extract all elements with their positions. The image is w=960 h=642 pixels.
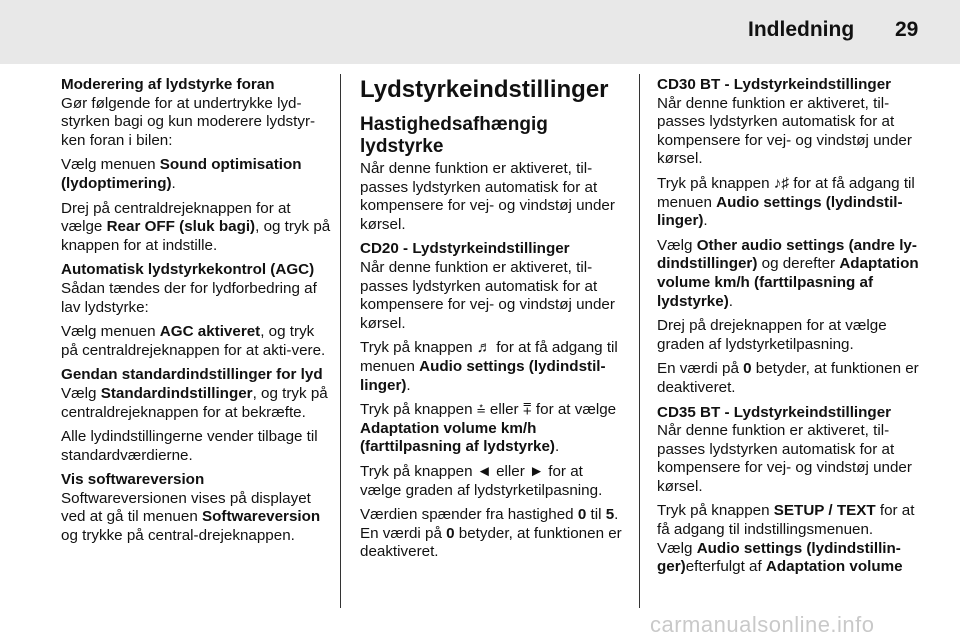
paragraph: Gør følgende for at undertrykke lyd-styrken bagi og kun moderere lydstyr-ken foran i bilen: <box>61 94 316 149</box>
paragraph: Drej på centraldrejeknappen for at vælge Rear OFF (sluk bagi), og tryk på knappen for at indstille. <box>61 199 331 254</box>
menu-term: Softwareversion <box>202 508 321 526</box>
sound-button-icon: ♬ <box>476 339 492 357</box>
paragraph: Tryk på knappen SETUP / TEXT for at få adgang til indstillingsmenuen. <box>657 502 915 539</box>
page-header <box>0 0 960 64</box>
menu-term: Rear OFF (sluk bagi) <box>106 218 256 236</box>
paragraph: Værdien spænder fra hastighed 0 til 5. <box>360 506 619 524</box>
menu-term: Other audio settings (andre ly-dindstillinger) <box>657 236 917 273</box>
paragraph: Vælg Audio settings (lydindstillin-ger)efterfulgt af Adaptation volume <box>657 539 903 576</box>
menu-term: AGC aktiveret <box>159 323 261 341</box>
page-number: 29 <box>895 18 919 41</box>
paragraph: En værdi på 0 betyder, at funktionen er deaktiveret. <box>657 360 919 396</box>
paragraph: Tryk på knappen ♪♯ for at få adgang til menuen Audio settings (lydindstil-linger). <box>657 174 915 230</box>
column-divider <box>340 74 341 608</box>
column-middle <box>360 76 628 568</box>
paragraph: Sådan tændes der for lydforbedring af lav lydstyrke: <box>61 279 317 316</box>
arrow-right-icon: ► <box>528 462 545 480</box>
section-heading: Gendan standardindstillinger for lyd <box>61 366 323 384</box>
section-heading: CD20 - Lydstyrkeindstillinger <box>360 240 570 258</box>
paragraph: Tryk på knappen ♬ for at få adgang til menuen Audio settings (lydindstil-linger). <box>360 339 618 394</box>
paragraph: En værdi på 0 betyder, at funktionen er deaktiveret. <box>360 524 622 561</box>
section-heading: Automatisk lydstyrkekontrol (AGC) <box>61 261 315 279</box>
paragraph: Når denne funktion er aktiveret, til-passes lydstyrken automatisk for at kompensere for vej- og vindstøj under kørsel. <box>657 94 912 168</box>
paragraph: Tryk på knappen ⩮ eller ⩱ for at vælge Adaptation volume km/h (farttilpasning af lydstyrke). <box>360 401 617 456</box>
paragraph: Når denne funktion er aktiveret, til-passes lydstyrken automatisk for at kompensere for vej- og vindstøj under kørsel. <box>360 160 615 233</box>
paragraph: Drej på drejeknappen for at vælge graden af lydstyrketilpasning. <box>657 317 887 353</box>
chapter-title: Indledning <box>748 18 855 41</box>
menu-term: Adaptation volume <box>765 558 903 576</box>
sound-button-icon: ♪♯ <box>773 174 789 192</box>
paragraph: Alle lydindstillingerne vender tilbage til standardværdierne. <box>61 428 318 464</box>
seek-up-icon: ⩮ <box>476 401 486 419</box>
paragraph: Vælg Other audio settings (andre ly-dindstillinger) og derefter Adaptation volume km/h (farttilpasning af lydstyrke). <box>657 236 919 310</box>
paragraph: Softwareversionen vises på displayet ved at gå til menuen Softwareversion og trykke på central-drejeknappen. <box>61 489 321 545</box>
column-left <box>61 76 331 552</box>
menu-term: Audio settings (lydindstil-linger) <box>657 193 903 230</box>
button-term: SETUP / TEXT <box>773 502 876 520</box>
menu-term: Adaptation volume km/h (farttilpasning af lydstyrke) <box>657 255 919 310</box>
section-heading: Vis softwareversion <box>61 471 205 489</box>
paragraph: Vælg menuen AGC aktiveret, og tryk på centraldrejeknappen for at akti-vere. <box>61 323 326 359</box>
seek-down-icon: ⩱ <box>522 401 532 419</box>
column-divider <box>639 74 640 608</box>
section-heading: Moderering af lydstyrke foran <box>61 76 275 93</box>
paragraph: Når denne funktion er aktiveret, til-passes lydstyrken automatisk for at kompensere for vej- og vindstøj under kørsel. <box>360 258 615 332</box>
menu-term: Standardindstillinger <box>100 384 253 402</box>
paragraph: Vælg menuen Sound optimisation (lydoptimering). <box>61 156 302 192</box>
main-heading: Lydstyrkeindstillinger <box>360 76 609 103</box>
menu-term: Adaptation volume km/h (farttilpasning af lydstyrke) <box>360 419 555 456</box>
section-heading: CD30 BT - Lydstyrkeindstillinger <box>657 76 892 93</box>
sub-heading: Hastighedsafhængig lydstyrke <box>360 114 548 157</box>
menu-term: Audio settings (lydindstil-linger) <box>360 357 606 394</box>
menu-term: Audio settings (lydindstillin-ger) <box>657 539 901 576</box>
paragraph: Tryk på knappen ◄ eller ► for at vælge graden af lydstyrketilpasning. <box>360 462 603 499</box>
column-right <box>657 76 925 583</box>
watermark: carmanualsonline.info <box>650 612 875 637</box>
arrow-left-icon: ◄ <box>476 462 492 480</box>
paragraph: Når denne funktion er aktiveret, til-passes lydstyrken automatisk for at kompensere for vej- og vindstøj under kørsel. <box>657 422 912 495</box>
menu-term: Sound optimisation (lydoptimering) <box>61 156 302 192</box>
section-heading: CD35 BT - Lydstyrkeindstillinger <box>657 403 892 421</box>
paragraph: Vælg Standardindstillinger, og tryk på centraldrejeknappen for at bekræfte. <box>61 384 328 421</box>
